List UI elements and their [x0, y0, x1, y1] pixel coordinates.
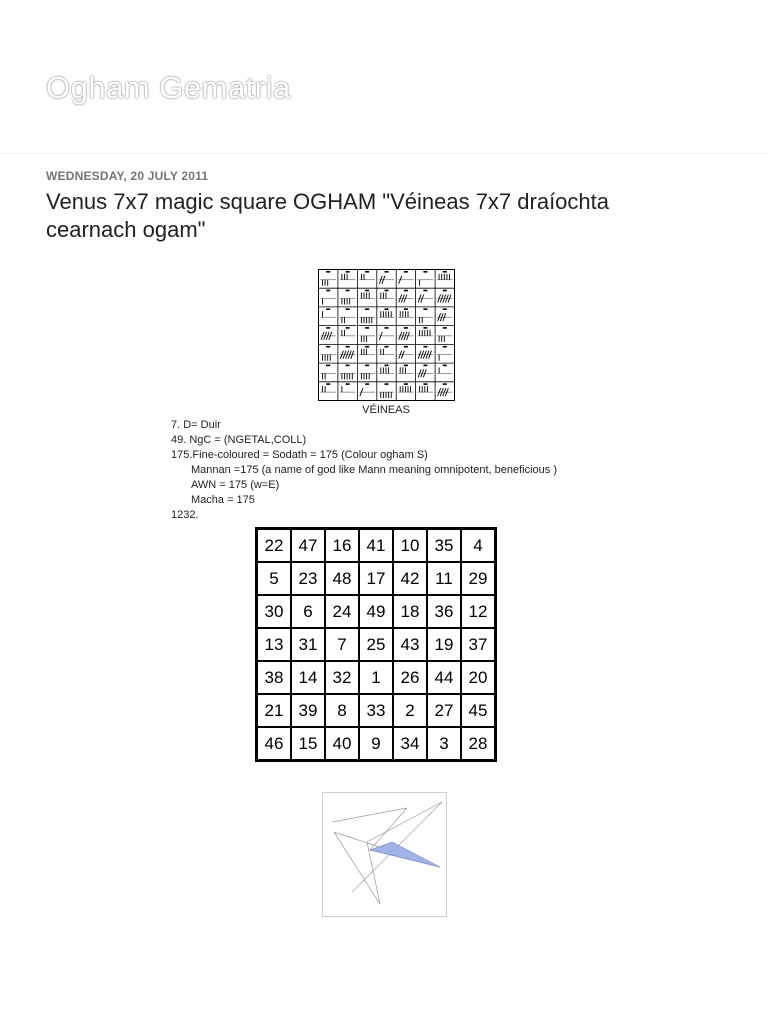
body-line: 7. D= Duir [171, 419, 221, 431]
magic-square-cell: 49 [359, 595, 393, 628]
figure-caption: VÉINEAS [362, 404, 410, 416]
magic-square-cell: 6 [291, 595, 325, 628]
ogham-mark [326, 383, 330, 385]
ogham-mark [423, 365, 427, 367]
magic-square-row [257, 529, 496, 563]
magic-square-cell: 18 [393, 595, 427, 628]
magic-square-cell: 30 [257, 595, 292, 628]
ogham-mark [346, 327, 350, 329]
magic-square-cell: 47 [291, 529, 325, 563]
ogham-mark [346, 271, 350, 273]
ogham-mark [365, 271, 369, 273]
magic-square-cell: 11 [427, 562, 461, 595]
magic-square-cell: 22 [257, 529, 292, 563]
magic-square-cell: 8 [325, 694, 359, 727]
magic-square-cell: 46 [257, 727, 292, 761]
ogham-mark [326, 290, 330, 292]
magic-square-cell: 38 [257, 661, 292, 694]
magic-square-cell: 1 [359, 661, 393, 694]
ogham-mark [365, 346, 369, 348]
ogham-mark [423, 383, 427, 385]
magic-square-cell: 13 [257, 628, 292, 661]
ogham-mark [346, 290, 350, 292]
ogham-mark [423, 327, 427, 329]
magic-square-cell: 5 [257, 562, 292, 595]
ogham-mark [385, 327, 389, 329]
magic-square-cell: 2 [393, 694, 427, 727]
magic-square-cell: 9 [359, 727, 393, 761]
body-line: 1232. [171, 509, 199, 521]
ogham-mark [385, 290, 389, 292]
ogham-mark [346, 308, 350, 310]
ogham-mark [326, 308, 330, 310]
magic-square-cell: 39 [291, 694, 325, 727]
magic-square-cell: 26 [393, 661, 427, 694]
magic-square-cell: 20 [461, 661, 496, 694]
blog-header [0, 0, 768, 154]
magic-square-cell: 44 [427, 661, 461, 694]
magic-square-cell: 28 [461, 727, 496, 761]
ogham-mark [423, 346, 427, 348]
magic-square-cell: 48 [325, 562, 359, 595]
ogham-mark [404, 327, 408, 329]
ogham-mark [443, 383, 447, 385]
magic-square-cell: 43 [393, 628, 427, 661]
magic-square-cell: 41 [359, 529, 393, 563]
magic-square-cell: 16 [325, 529, 359, 563]
ogham-mark [326, 327, 330, 329]
ogham-square-image[interactable] [318, 269, 455, 401]
ogham-mark [404, 383, 408, 385]
magic-square-row [257, 595, 496, 628]
ogham-mark [326, 346, 330, 348]
magic-square-cell: 21 [257, 694, 292, 727]
magic-square-cell: 29 [461, 562, 496, 595]
magic-square-cell: 40 [325, 727, 359, 761]
ogham-mark [443, 271, 447, 273]
ogham-mark [385, 365, 389, 367]
magic-square-row [257, 727, 496, 761]
magic-square-table[interactable] [255, 527, 497, 762]
magic-square-cell: 3 [427, 727, 461, 761]
ogham-mark [404, 346, 408, 348]
ogham-mark [385, 383, 389, 385]
ogham-mark [365, 383, 369, 385]
magic-square-cell: 15 [291, 727, 325, 761]
magic-square-cell: 4 [461, 529, 496, 563]
ogham-mark [385, 346, 389, 348]
ogham-mark [423, 308, 427, 310]
magic-square-cell: 32 [325, 661, 359, 694]
magic-square-cell: 37 [461, 628, 496, 661]
ogham-mark [365, 365, 369, 367]
post-title: Venus 7x7 magic square OGHAM "Véineas 7x7 draíochta cearnach ogam" [46, 189, 609, 242]
body-line: 49. NgC = (NGETAL,COLL) [171, 434, 307, 446]
ogham-mark [404, 290, 408, 292]
magic-square-cell: 17 [359, 562, 393, 595]
magic-square-row [257, 694, 496, 727]
magic-square-cell: 23 [291, 562, 325, 595]
body-line: AWN = 175 (w=E) [191, 479, 280, 491]
magic-square-cell: 27 [427, 694, 461, 727]
magic-square-cell: 42 [393, 562, 427, 595]
magic-square-cell: 33 [359, 694, 393, 727]
ogham-mark [385, 271, 389, 273]
magic-square-cell: 25 [359, 628, 393, 661]
blog-title-link[interactable]: Ogham Gematria [46, 70, 291, 105]
ogham-mark [423, 290, 427, 292]
ogham-mark [365, 327, 369, 329]
magic-square-cell: 12 [461, 595, 496, 628]
ogham-mark [346, 383, 350, 385]
magic-square-cell: 34 [393, 727, 427, 761]
magic-square-cell: 14 [291, 661, 325, 694]
ogham-mark [346, 346, 350, 348]
ogham-mark [346, 365, 350, 367]
body-line: 175.Fine-coloured = Sodath = 175 (Colour ogham S) [171, 449, 428, 461]
post-date: WEDNESDAY, 20 JULY 2011 [46, 169, 209, 183]
post-body [171, 418, 641, 523]
ogham-mark [326, 271, 330, 273]
magic-square-cell: 10 [393, 529, 427, 563]
magic-square-row [257, 562, 496, 595]
ogham-mark [404, 365, 408, 367]
ogham-mark [326, 365, 330, 367]
magic-square-cell: 31 [291, 628, 325, 661]
ogham-mark [443, 308, 447, 310]
magic-square-cell: 7 [325, 628, 359, 661]
magic-square-cell: 45 [461, 694, 496, 727]
ogham-mark [443, 290, 447, 292]
magic-square-row [257, 628, 496, 661]
magic-square-cell: 19 [427, 628, 461, 661]
ogham-mark [443, 365, 447, 367]
ogham-mark [443, 346, 447, 348]
magic-square-cell: 24 [325, 595, 359, 628]
ogham-mark [365, 290, 369, 292]
magic-square-row [257, 661, 496, 694]
ogham-mark [443, 327, 447, 329]
body-line: Mannan =175 (a name of god like Mann meaning omnipotent, beneficious ) [191, 464, 557, 476]
venus-sigil-image[interactable] [322, 792, 447, 917]
ogham-mark [385, 308, 389, 310]
ogham-mark [404, 271, 408, 273]
ogham-mark [365, 308, 369, 310]
magic-square-cell: 35 [427, 529, 461, 563]
ogham-mark [423, 271, 427, 273]
magic-square-cell: 36 [427, 595, 461, 628]
body-line: Macha = 175 [191, 494, 255, 506]
ogham-mark [404, 308, 408, 310]
